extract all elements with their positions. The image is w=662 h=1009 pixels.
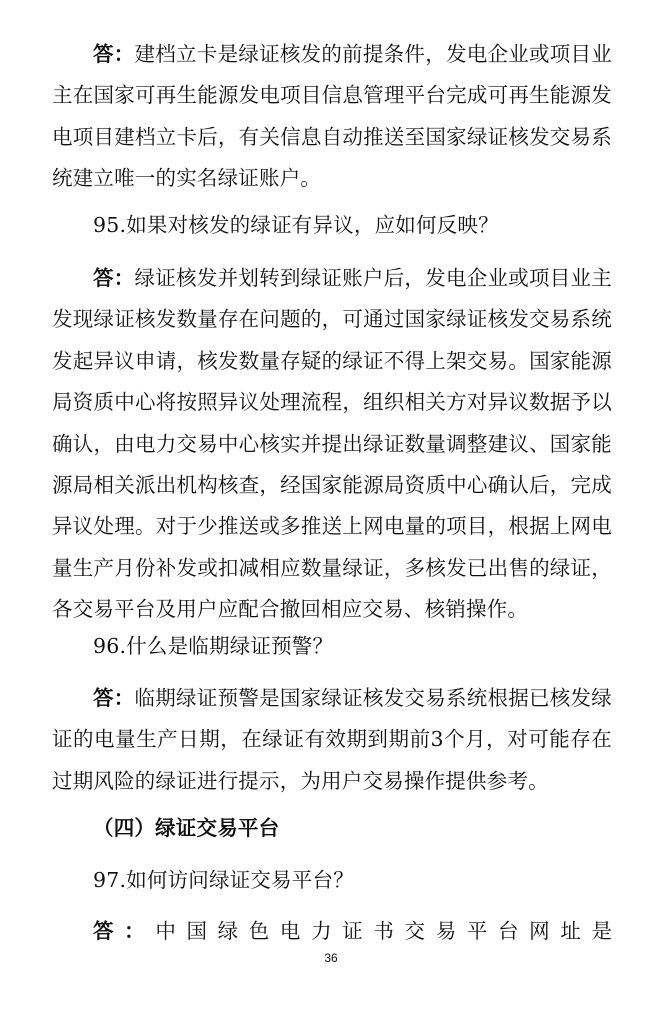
answer-label: 答： [93,686,135,710]
page-number: 36 [324,951,338,965]
question-95: 95.如果对核发的绿证有异议，应如何反映？ [93,213,499,237]
answer-paragraph-96 [52,678,612,802]
section-heading: （四）绿证交易平台 [93,816,280,840]
answer-label: 答： [93,266,135,290]
answer-text: 临期绿证预警是国家绿证核发交易系统根据已核发绿证的电量生产日期，在绿证有效期到期前3个月，对可能存在过期风险的绿证进行提示，为用户交易操作提供参考。 [52,686,612,793]
answer-paragraph-97 [52,911,612,952]
question-97: 97.如何访问绿证交易平台？ [93,868,354,892]
answer-paragraph-95 [52,258,612,631]
answer-text: 建档立卡是绿证核发的前提条件，发电企业或项目业主在国家可再生能源发电项目信息管理平台完成可再生能源发电项目建档立卡后，有关信息自动推送至国家绿证核发交易系统建立唯一的实名绿证账户。 [52,42,612,191]
answer-text: 绿证核发并划转到绿证账户后，发电企业或项目业主发现绿证核发数量存在问题的，可通过国家绿证核发交易系统发起异议申请，核发数量存疑的绿证不得上架交易。国家能源局资质中心将按照异议处理流程，组织相关方对异议数据予以确认，由电力交易中心核实并提出绿证数量调整建议、国家能源局相关派出机构核查，经国家能源局资质中心确认后，完成异议处理。对于少推送或多推送上网电量的项目，根据上网电量生产月份补发或扣减相应数量绿证，多核发已出售的绿证，各交易平台及用户应配合撤回相应交易、核销操作。 [52,266,612,622]
answer-label: 答： [93,42,135,66]
answer-text: 中国绿色电力证书交易平台网址是 [155,919,612,943]
question-96: 96.什么是临期绿证预警？ [93,634,334,658]
answer-paragraph-94 [52,34,612,200]
answer-label: 答： [93,919,156,943]
